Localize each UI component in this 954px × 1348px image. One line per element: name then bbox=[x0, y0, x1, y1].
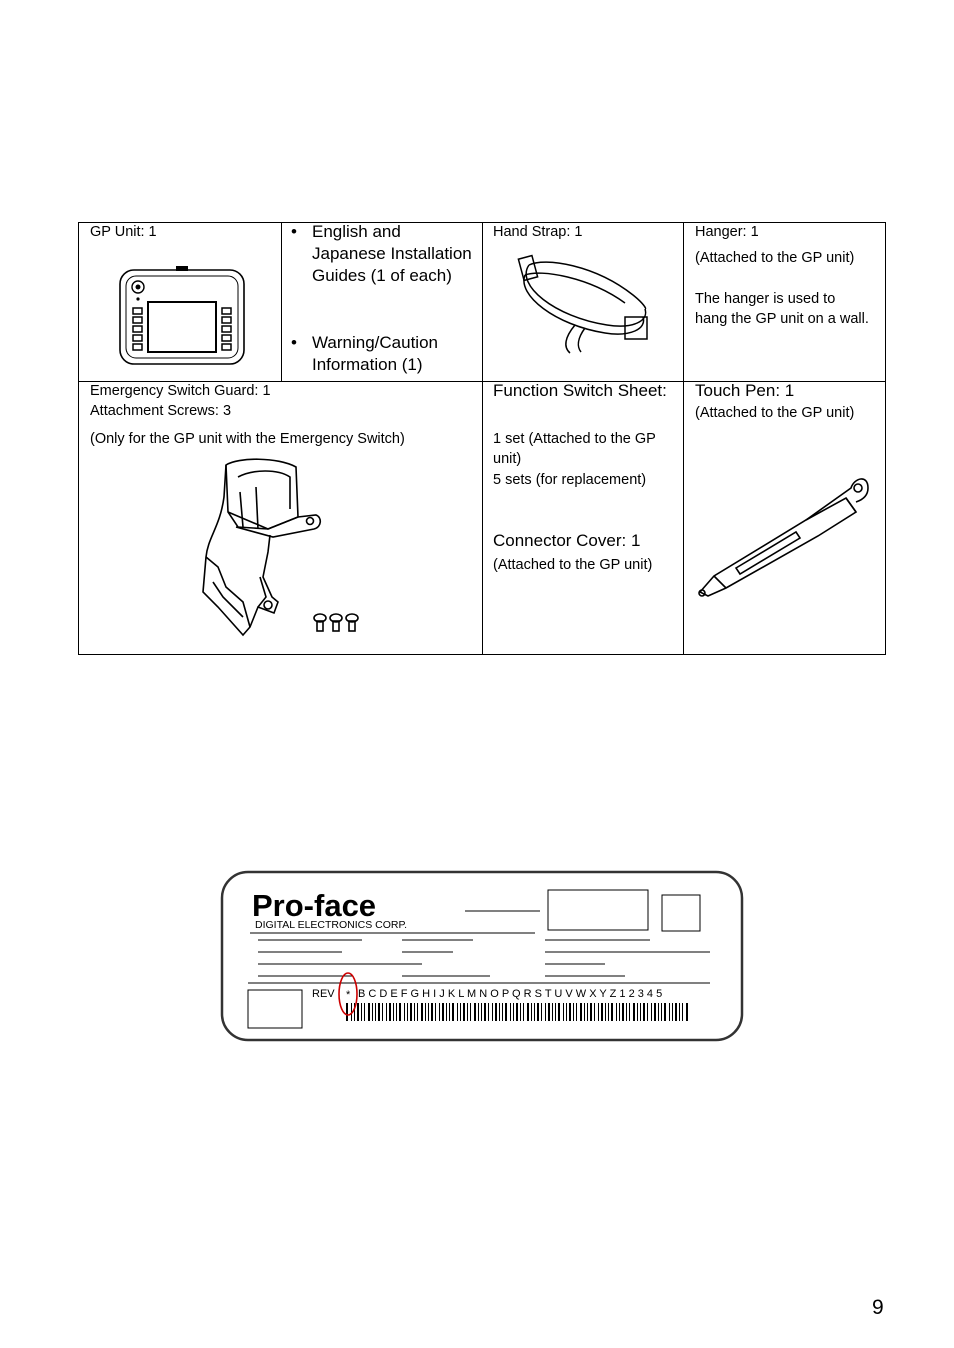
barcode-bar bbox=[457, 1003, 458, 1021]
barcode-bar bbox=[523, 1003, 524, 1021]
barcode-bar bbox=[357, 1003, 359, 1021]
barcode-bar bbox=[372, 1003, 373, 1021]
barcode-bar bbox=[495, 1003, 497, 1021]
barcode-bar bbox=[442, 1003, 444, 1021]
rev-mark: * bbox=[346, 989, 351, 1001]
barcode-bar bbox=[640, 1003, 641, 1021]
barcode-bar bbox=[584, 1003, 585, 1021]
barcode-bar bbox=[601, 1003, 603, 1021]
barcode-bar bbox=[616, 1003, 617, 1021]
barcode-bar bbox=[502, 1003, 503, 1021]
barcode-bar bbox=[414, 1003, 415, 1021]
barcode-bar bbox=[558, 1003, 560, 1021]
hanger-note: (Attached to the GP unit) bbox=[695, 250, 855, 266]
barcode-bar bbox=[446, 1003, 447, 1021]
barcode-bar bbox=[605, 1003, 606, 1021]
barcode-bar bbox=[460, 1003, 461, 1021]
barcode-bar bbox=[651, 1003, 652, 1021]
barcode-bar bbox=[470, 1003, 471, 1021]
barcode-bar bbox=[484, 1003, 486, 1021]
barcode-bar bbox=[573, 1003, 574, 1021]
barcode-bar bbox=[647, 1003, 648, 1021]
barcode-bar bbox=[520, 1003, 521, 1021]
barcode-bar bbox=[675, 1003, 677, 1021]
barcode-bar bbox=[431, 1003, 433, 1021]
barcode-bar bbox=[393, 1003, 394, 1021]
barcode-bar bbox=[563, 1003, 564, 1021]
connector-cover-note: (Attached to the GP unit) bbox=[493, 557, 653, 573]
barcode-bar bbox=[467, 1003, 468, 1021]
function-switch-title: Function Switch Sheet: bbox=[493, 381, 667, 400]
barcode-bar bbox=[478, 1003, 479, 1021]
barcode-bar bbox=[452, 1003, 454, 1021]
barcode-bar bbox=[669, 1003, 670, 1021]
barcode-bar bbox=[421, 1003, 423, 1021]
barcode-bar bbox=[637, 1003, 638, 1021]
barcode-bar bbox=[598, 1003, 599, 1021]
barcode-bar bbox=[548, 1003, 550, 1021]
barcode-bar bbox=[527, 1003, 529, 1021]
product-label bbox=[220, 870, 744, 1042]
barcode-bar bbox=[386, 1003, 387, 1021]
bullet-1: • bbox=[291, 222, 297, 241]
barcode-bar bbox=[463, 1003, 465, 1021]
warning-text: Warning/Caution Information (1) bbox=[312, 333, 438, 374]
barcode-bar bbox=[346, 1003, 348, 1021]
screws-illustration bbox=[312, 613, 362, 633]
rev-label: REV bbox=[312, 988, 335, 1000]
barcode-bar bbox=[396, 1003, 397, 1021]
barcode-bar bbox=[629, 1003, 630, 1021]
screws-label: Attachment Screws: 3 bbox=[90, 403, 232, 419]
barcode-bar bbox=[566, 1003, 567, 1021]
touch-pen-illustration bbox=[696, 470, 871, 600]
barcode-bar bbox=[510, 1003, 511, 1021]
barcode-bar bbox=[686, 1003, 688, 1021]
barcode-bar bbox=[664, 1003, 666, 1021]
touch-pen-title: Touch Pen: 1 bbox=[695, 381, 795, 400]
barcode-bar bbox=[555, 1003, 556, 1021]
barcode-bar bbox=[679, 1003, 680, 1021]
barcode-bar bbox=[364, 1003, 365, 1021]
barcode-bar bbox=[534, 1003, 535, 1021]
guides-text: English and Japanese Installation Guides (1 of each) bbox=[312, 222, 472, 285]
barcode-bar bbox=[425, 1003, 426, 1021]
barcode-bar bbox=[492, 1003, 493, 1021]
barcode-bar bbox=[516, 1003, 518, 1021]
barcode-bar bbox=[537, 1003, 539, 1021]
barcode-bar bbox=[611, 1003, 613, 1021]
hanger-description: The hanger is used to hang the GP unit on a wall. bbox=[695, 291, 869, 327]
barcode-bar bbox=[449, 1003, 450, 1021]
barcode-bar bbox=[382, 1003, 383, 1021]
barcode-bar bbox=[417, 1003, 418, 1021]
barcode-bar bbox=[378, 1003, 380, 1021]
guard-label: Emergency Switch Guard: 1 bbox=[90, 383, 271, 399]
barcode-bar bbox=[590, 1003, 592, 1021]
barcode-bar bbox=[389, 1003, 391, 1021]
barcode-bar bbox=[587, 1003, 588, 1021]
barcode-bar bbox=[361, 1003, 362, 1021]
barcode-bar bbox=[439, 1003, 440, 1021]
barcode-bar bbox=[428, 1003, 429, 1021]
barcode-bar bbox=[368, 1003, 370, 1021]
brand-subtitle: DIGITAL ELECTRONICS CORP. bbox=[255, 919, 408, 931]
barcode-bar bbox=[505, 1003, 507, 1021]
function-switch-replacement: 5 sets (for replacement) bbox=[493, 472, 647, 488]
barcode-bar bbox=[488, 1003, 489, 1021]
brand-logo: Pro-face bbox=[252, 888, 377, 923]
function-switch-attached: 1 set (Attached to the GP unit) bbox=[493, 431, 656, 467]
barcode-bar bbox=[619, 1003, 620, 1021]
gp-unit-label: GP Unit: 1 bbox=[90, 224, 157, 240]
barcode-bar bbox=[541, 1003, 542, 1021]
barcode-bar bbox=[552, 1003, 553, 1021]
rev-letters: B C D E F G H I J K L M N O P Q R S T U V W X Y Z 1 2 3 4 5 bbox=[358, 988, 663, 1000]
barcode-bar bbox=[658, 1003, 659, 1021]
hand-strap-illustration bbox=[515, 255, 655, 355]
hanger-label: Hanger: 1 bbox=[695, 224, 759, 240]
guard-note: (Only for the GP unit with the Emergency Switch) bbox=[90, 431, 405, 447]
barcode-bar bbox=[643, 1003, 645, 1021]
barcode-bar bbox=[622, 1003, 624, 1021]
barcode-bar bbox=[407, 1003, 408, 1021]
barcode-bar bbox=[513, 1003, 514, 1021]
barcode-bar bbox=[594, 1003, 595, 1021]
barcode-bar bbox=[404, 1003, 405, 1021]
barcode-bar bbox=[474, 1003, 476, 1021]
connector-cover-title: Connector Cover: 1 bbox=[493, 531, 641, 550]
barcode-bar bbox=[531, 1003, 532, 1021]
barcode-bar bbox=[410, 1003, 412, 1021]
barcode-bar bbox=[576, 1003, 577, 1021]
barcode-bar bbox=[545, 1003, 546, 1021]
barcode-bar bbox=[375, 1003, 376, 1021]
barcode-bar bbox=[399, 1003, 401, 1021]
barcode-bar bbox=[481, 1003, 482, 1021]
barcode-bar bbox=[672, 1003, 673, 1021]
hand-strap-label: Hand Strap: 1 bbox=[493, 224, 583, 240]
barcode-bar bbox=[608, 1003, 609, 1021]
page-number: 9 bbox=[872, 1296, 884, 1319]
barcode-bar bbox=[682, 1003, 683, 1021]
barcode-bar bbox=[499, 1003, 500, 1021]
barcode-bar bbox=[661, 1003, 662, 1021]
barcode-bar bbox=[580, 1003, 582, 1021]
gp-unit-illustration bbox=[118, 266, 248, 366]
barcode-bar bbox=[435, 1003, 436, 1021]
bullet-2: • bbox=[291, 333, 297, 352]
emergency-guard-illustration bbox=[198, 457, 328, 642]
barcode-bar bbox=[626, 1003, 627, 1021]
barcode-bar bbox=[633, 1003, 635, 1021]
barcode-bar bbox=[569, 1003, 571, 1021]
touch-pen-note: (Attached to the GP unit) bbox=[695, 405, 855, 421]
barcode-bar bbox=[654, 1003, 656, 1021]
